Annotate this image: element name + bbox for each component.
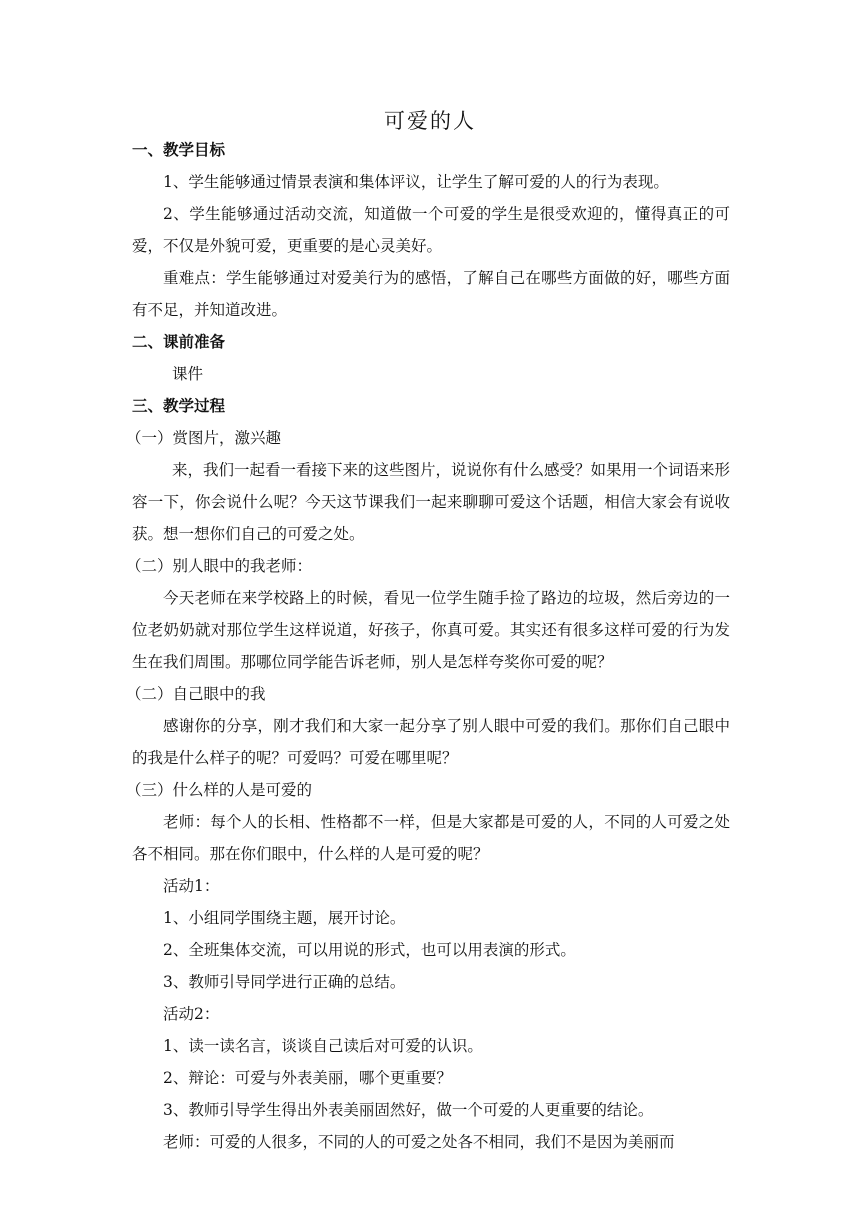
- subsection-heading-4: （三）什么样的人是可爱的: [126, 781, 313, 799]
- activity-1-item-1: 1、小组同学围绕主题，展开讨论。: [163, 909, 406, 927]
- subsection-heading-3: （二）自己眼中的我: [126, 685, 266, 703]
- subsection-paragraph-1: 来，我们一起看一看接下来的这些图片，说说你有什么感受？如果用一个词语来形容一下，你会说什么呢？今天这节课我们一起来聊聊可爱这个话题，相信大家会有说收获。想一想你们自己的可爱之处。: [132, 461, 731, 543]
- document-title: 可爱的人: [384, 109, 476, 133]
- subsection-paragraph-2: 今天老师在来学校路上的时候，看见一位学生随手捡了路边的垃圾，然后旁边的一位老奶奶就对那位学生这样说道，好孩子，你真可爱。其实还有很多这样可爱的行为发生在我们周围。那哪位同学能告诉老师，别人是怎样夸奖你可爱的呢？: [132, 589, 730, 671]
- goal-item-2: 2、学生能够通过活动交流，知道做一个可爱的学生是很受欢迎的，懂得真正的可爱，不仅是外貌可爱，更重要的是心灵美好。: [132, 205, 730, 255]
- activity-2-item-1: 1、读一读名言，谈谈自己读后对可爱的认识。: [163, 1037, 483, 1055]
- section-heading-process: 三、教学过程: [132, 397, 226, 415]
- goal-item-1: 1、学生能够通过情景表演和集体评议，让学生了解可爱的人的行为表现。: [163, 173, 669, 191]
- section-heading-goals: 一、教学目标: [132, 141, 226, 159]
- subsection-heading-1: （一）赏图片，激兴趣: [126, 429, 282, 447]
- closing-paragraph: 老师：可爱的人很多，不同的人的可爱之处各不相同，我们不是因为美丽而: [163, 1133, 675, 1151]
- prep-item: 课件: [172, 365, 204, 383]
- subsection-paragraph-3: 感谢你的分享，刚才我们和大家一起分享了别人眼中可爱的我们。那你们自己眼中的我是什么样子的呢？可爱吗？可爱在哪里呢？: [132, 717, 730, 767]
- key-difficulty: 重难点：学生能够通过对爱美行为的感悟，了解自己在哪些方面做的好，哪些方面有不足，并知道改进。: [132, 269, 730, 319]
- activity-1-item-3: 3、教师引导同学进行正确的总结。: [163, 973, 406, 991]
- activity-2-item-2: 2、辩论：可爱与外表美丽，哪个更重要？: [163, 1069, 452, 1087]
- subsection-paragraph-4: 老师：每个人的长相、性格都不一样，但是大家都是可爱的人，不同的人可爱之处各不相同。那在你们眼中，什么样的人是可爱的呢？: [132, 813, 730, 863]
- section-heading-prep: 二、课前准备: [132, 333, 226, 351]
- document-body: [126, 134, 731, 1158]
- activity-2-item-3: 3、教师引导学生得出外表美丽固然好，做一个可爱的人更重要的结论。: [163, 1101, 654, 1119]
- activity-2-label: 活动2：: [163, 1005, 220, 1023]
- activity-1-label: 活动1：: [163, 877, 220, 895]
- activity-1-item-2: 2、全班集体交流，可以用说的形式，也可以用表演的形式。: [163, 941, 576, 959]
- subsection-heading-2: （二）别人眼中的我老师：: [126, 557, 313, 575]
